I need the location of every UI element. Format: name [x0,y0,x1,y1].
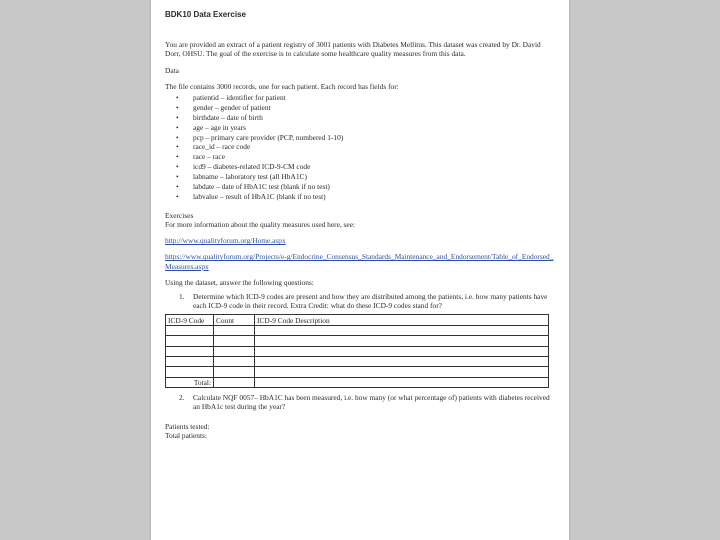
column-header: ICD-9 Code Description [255,315,549,325]
question-1 [165,292,557,310]
quality-forum-home-link[interactable]: http://www.qualityforum.org/Home.aspx [165,236,286,246]
field-list [165,93,557,202]
document-title: BDK10 Data Exercise [165,10,246,19]
data-heading: Data [165,65,179,75]
endorsed-measures-link[interactable]: https://www.qualityforum.org/Projects/e-g/Endocrine_Consensus_Standards_Maintenance_and_Endorsement/Table_of_Endorsed_Measures.aspx [165,252,554,271]
table-cell[interactable] [255,325,549,335]
field-item: • birthdate – date of birth [165,113,557,123]
exercises-heading: Exercises [165,210,194,220]
table-total-row [166,377,549,387]
table-cell[interactable] [166,357,214,367]
table-cell[interactable] [166,336,214,346]
table-cell[interactable] [166,367,214,377]
column-header: Count [214,315,255,325]
question-list [165,393,557,411]
exercises-description: For more information about the quality measures used here, see: [165,220,356,230]
table-cell[interactable] [166,346,214,356]
question-text: Calculate NQF 0057– HbA1C has been measured, i.e. how many (or what percentage of) patients with diabetes received an HbA1c test during the year? [193,393,550,412]
table-cell[interactable] [214,336,255,346]
table-cell[interactable] [255,377,549,387]
field-item: • patientid – identifier for patient [165,93,557,103]
table-cell[interactable] [214,357,255,367]
question-number: 2. [179,393,185,403]
total-patients-label: Total patients: [165,430,207,440]
field-item: • labvalue – result of HbA1C (blank if no test) [165,192,557,202]
table-header-row [166,315,549,325]
field-item: • labdate – date of HbA1C test (blank if no test) [165,182,557,192]
table-row [166,325,549,335]
column-header: ICD-9 Code [166,315,214,325]
table-row [166,336,549,346]
field-item: • race_id – race code [165,142,557,152]
question-text: Determine which ICD-9 codes are present and how they are distributed among the patients, i.e. how many patients have each ICD-9 code in their record. Extra Credit: what do these ICD-9 codes stand for? [193,292,548,311]
field-item: • race – race [165,152,557,162]
total-label: Total: [166,377,214,387]
question-number: 1. [179,292,185,302]
instructions-text: Using the dataset, answer the following questions: [165,277,314,287]
table-cell[interactable] [214,325,255,335]
table-cell[interactable] [255,336,549,346]
question-list [165,292,557,310]
table-cell[interactable] [166,325,214,335]
table-row [166,367,549,377]
field-item: • pcp – primary care provider (PCP, numbered 1-10) [165,133,557,143]
document-page [151,0,569,540]
data-description: The file contains 3000 records, one for each patient. Each record has fields for: [165,81,399,91]
question-2 [165,393,557,411]
field-item: • icd9 – diabetes-related ICD-9-CM code [165,162,557,172]
table-row [166,357,549,367]
field-item: • age – age in years [165,123,557,133]
table-row [166,346,549,356]
field-item: • gender – gender of patient [165,103,557,113]
intro-paragraph: You are provided an extract of a patient registry of 3001 patients with Diabetes Mellitus. This dataset was created by Dr. David Dorr, OHSU. The goal of the exercise is to calculate some healthcare quality measures from this data. [165,40,541,59]
table-cell[interactable] [214,367,255,377]
icd9-table [165,314,549,388]
table-cell[interactable] [255,346,549,356]
table-cell[interactable] [214,346,255,356]
total-count-cell[interactable] [214,377,255,387]
table-cell[interactable] [255,367,549,377]
field-item: • labname – laboratory test (all HbA1C) [165,172,557,182]
table-cell[interactable] [255,357,549,367]
patients-tested-label: Patients tested: [165,421,210,431]
document-content [165,10,557,440]
